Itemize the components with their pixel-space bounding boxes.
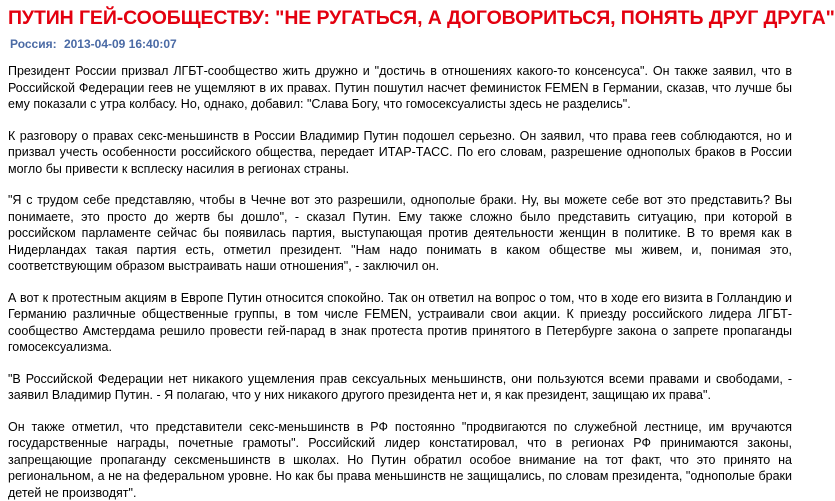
paragraph-6: Он также отметил, что представители секс-меньшинств в РФ постоянно "продвигаются по служебной лестнице, им вручаются государственные награды, почетные грамоты". Российский лидер констатировал, что в регионах РФ принимаются законы, запрещающие пропаганду сексменьшинств в школах. Но Путин обратил особое внимание на тот факт, что это принято на региональном, а не на федеральном уровне. Но как бы права меньшинств не защищались, по словам президента, "однополые браки детей не производят". — [8, 419, 792, 501]
paragraph-1: Президент России призвал ЛГБТ-сообщество жить дружно и "достичь в отношениях какого-то консенсуса". Он также заявил, что в Российской Федерации геев не ущемляют в их правах. Путин пошутил насчет феминисток FEMEN в Германии, сказав, что лучше бы ему показали с утра колбасу. Но, однако, добавил: "Слава Богу, что гомосексуалисты здесь не разделись". — [8, 63, 792, 113]
article-headline: ПУТИН ГЕЙ-СООБЩЕСТВУ: "НЕ РУГАТЬСЯ, А ДОГОВОРИТЬСЯ, ПОНЯТЬ ДРУГ ДРУГА" — [8, 0, 792, 30]
paragraph-3: "Я с трудом себе представляю, чтобы в Чечне вот это разрешили, однополые браки. Ну, вы можете себе вот это представить? Вы понимаете, это просто до жертв бы дошло", - сказал Путин. Ему также сложно было представить ситуацию, при которой в российском парламенте сейчас бы появилась партия, выступающая против деятельности женщин в политике. В то время как в Нидерландах такая партия есть, отметил президент. "Нам надо понимать в каком обществе мы живем, и, понимая это, соответствующим образом выстраивать наши отношения", - заключил он. — [8, 192, 792, 275]
article-meta — [10, 37, 792, 52]
paragraph-5: "В Российской Федерации нет никакого ущемления прав сексуальных меньшинств, они пользуются всеми правами и свободами, - заявил Владимир Путин. - Я полагаю, что у них никакого другого президента нет и, я как президент, защищаю их права". — [8, 371, 792, 404]
paragraph-4: А вот к протестным акциям в Европе Путин относится спокойно. Так он ответил на вопрос о том, что в ходе его визита в Голландию и Германию различные общественные группы, в том числе FEMEN, устраивали свои акции. К приезду российского лидера ЛГБТ-сообщество Амстердама решило провести гей-парад в знак протеста против принятого в Петербурге закона о запрете пропаганды гомосексуализма. — [8, 290, 792, 356]
article-body — [8, 63, 792, 501]
paragraph-2: К разговору о правах секс-меньшинств в России Владимир Путин подошел серьезно. Он заявил, что права геев соблюдаются, но и призвал учесть особенности российского общества, передает ИТАР-ТАСС. По его словам, разрешение однополых браков в России могло бы привести к всплеску насилия в регионах страны. — [8, 128, 792, 178]
article-datetime: 2013-04-09 16:40:07 — [64, 37, 177, 51]
article-source: Россия: — [10, 37, 57, 51]
